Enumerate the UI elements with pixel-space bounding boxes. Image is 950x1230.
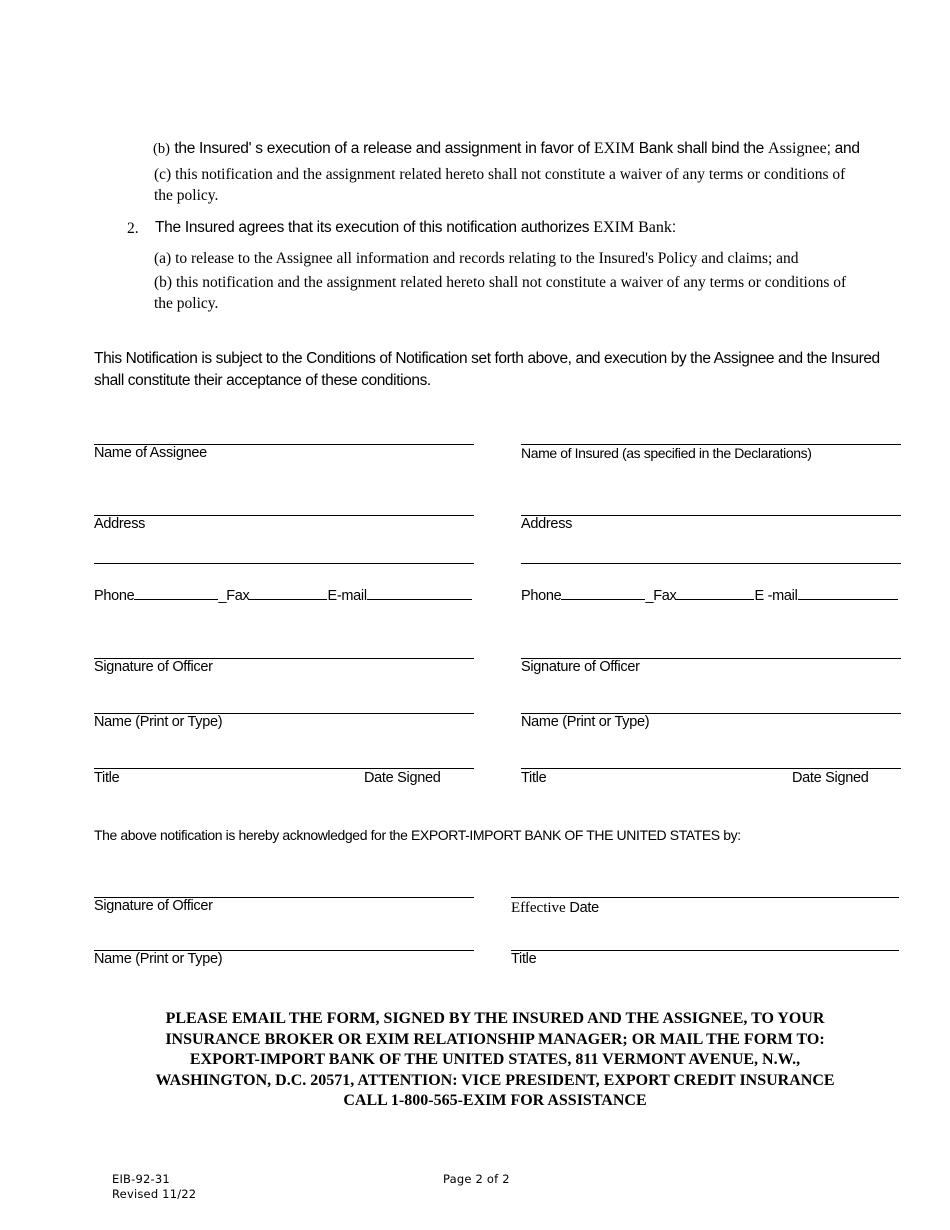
insured-phone-field[interactable] [561,587,645,600]
insured-address-label: Address [521,516,573,532]
assignee-signature-label: Signature of Officer [94,659,213,675]
ack-print-name-label: Name (Print or Type) [94,951,223,967]
condition-1c: (c) this notification and the assignment related hereto shall not constitute a waiver of any terms or conditions of the policy. [154,166,846,204]
assignee-fax-label: _Fax [218,588,250,604]
footer-page-number: Page 2 of 2 [443,1172,510,1186]
insured-address-line-1[interactable] [521,515,901,516]
assignee-address-line-1[interactable] [94,515,474,516]
acknowledgement-text: The above notification is hereby acknowledged for the EXPORT-IMPORT BANK OF THE UNITED STATES by: [94,827,741,843]
insured-contact-row [521,587,898,604]
assignee-address-label: Address [94,516,146,532]
insured-email-label: E -mail [754,588,798,604]
insured-title-date-line[interactable] [521,768,901,769]
assignee-phone-label: Phone [94,588,135,604]
assignee-date-label: Date Signed [364,770,441,786]
assignee-title-label: Title [94,770,120,786]
assignee-address-line-2[interactable] [94,563,474,564]
condition-2a: (a) to release to the Assignee all information and records relating to the Insured's Policy and claims; and [154,250,799,267]
insured-email-field[interactable] [798,587,898,600]
insured-fax-label: _Fax [645,588,677,604]
instructions-line-1: PLEASE EMAIL THE FORM, SIGNED BY THE INSURED AND THE ASSIGNEE, TO YOUR [165,1010,825,1027]
ack-title-line[interactable] [511,950,899,951]
footer-form-id [112,1172,196,1202]
condition-2-number: 2. [127,220,139,237]
insured-fax-field[interactable] [676,587,754,600]
insured-name-label: Name of Insured (as specified in the Declarations) [521,445,812,461]
notice-paragraph: This Notification is subject to the Conditions of Notification set forth above, and execution by the Assignee and the Insured shall constitute their acceptance of these conditions. [94,350,880,389]
assignee-email-label: E-mail [327,588,367,604]
condition-2b: (b) this notification and the assignment related hereto shall not constitute a waiver of any terms or conditions of the policy. [154,274,847,312]
assignee-fax-field[interactable] [249,587,327,600]
footer-form-number: EIB-92-31 [112,1172,170,1186]
assignee-title-date-line[interactable] [94,768,474,769]
ack-title-label: Title [511,951,537,967]
assignee-phone-field[interactable] [134,587,218,600]
instructions-block [100,1009,890,1112]
assignee-email-field[interactable] [367,587,472,600]
insured-address-line-2[interactable] [521,563,901,564]
instructions-line-3: EXPORT-IMPORT BANK OF THE UNITED STATES, 811 VERMONT AVENUE, N.W., [189,1051,801,1068]
instructions-line-2: INSURANCE BROKER OR EXIM RELATIONSHIP MANAGER; OR MAIL THE FORM TO: [165,1030,825,1048]
insured-title-label: Title [521,770,547,786]
insured-print-name-label: Name (Print or Type) [521,714,650,730]
ack-effective-date-line[interactable] [511,897,899,898]
condition-1b-marker: (b) [153,141,170,157]
insured-phone-label: Phone [521,588,562,604]
footer-revised: Revised 11/22 [112,1187,197,1201]
condition-1b: (b) the Insured' s execution of a release and assignment in favor of EXIM Bank shall bind the Assignee; and [153,140,860,157]
assignee-name-label: Name of Assignee [94,445,207,461]
condition-2: The Insured agrees that its execution of this notification authorizes EXIM Bank: [155,219,676,236]
ack-signature-label: Signature of Officer [94,898,213,914]
assignee-contact-row [94,587,472,604]
ack-effective-date-label: Effective Date [511,900,599,916]
insured-date-label: Date Signed [792,770,869,786]
assignee-print-name-label: Name (Print or Type) [94,714,223,730]
instructions-line-5: CALL 1-800-565-EXIM FOR ASSISTANCE [343,1092,647,1109]
instructions-line-4: WASHINGTON, D.C. 20571, ATTENTION: VICE PRESIDENT, EXPORT CREDIT INSURANCE [155,1071,835,1089]
insured-signature-label: Signature of Officer [521,659,640,675]
